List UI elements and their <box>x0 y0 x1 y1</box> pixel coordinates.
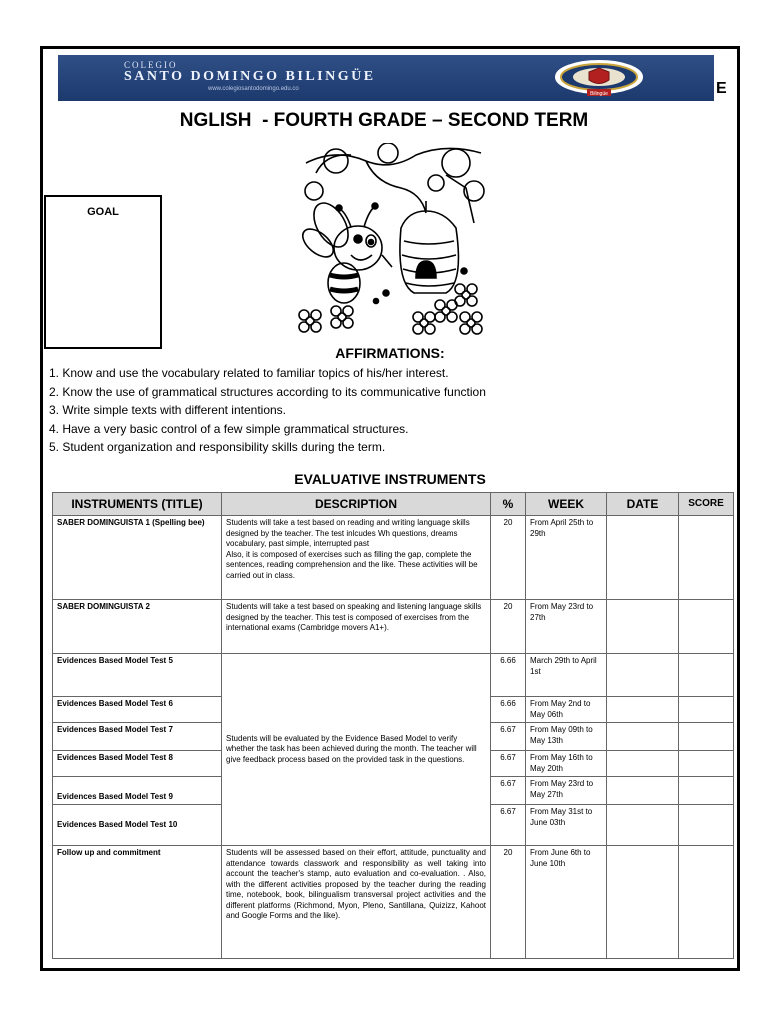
school-crest-icon <box>549 60 649 98</box>
table-row <box>53 654 734 697</box>
bee-beehive-illustration <box>296 143 492 339</box>
stray-letter: E <box>716 80 727 97</box>
instrument-date <box>607 846 679 959</box>
instrument-date <box>607 805 679 846</box>
instrument-percent: 6.67 <box>491 751 526 777</box>
col-header-score: SCORE <box>679 493 734 516</box>
instrument-date <box>607 751 679 777</box>
instrument-percent: 6.67 <box>491 723 526 751</box>
instrument-name: Evidences Based Model Test 5 <box>53 654 222 697</box>
instrument-date <box>607 723 679 751</box>
affirmation-item: 4. Have a very basic control of a few simple grammatical structures. <box>49 421 409 436</box>
table-row <box>53 516 734 600</box>
instrument-percent: 6.66 <box>491 654 526 697</box>
instrument-score <box>679 600 734 654</box>
instrument-date <box>607 777 679 805</box>
instrument-week: From May 23rd to May 27th <box>526 777 607 805</box>
instrument-date <box>607 654 679 697</box>
instrument-percent: 6.67 <box>491 777 526 805</box>
instrument-percent: 20 <box>491 846 526 959</box>
instrument-date <box>607 600 679 654</box>
instrument-name: Evidences Based Model Test 7 <box>53 723 222 751</box>
instrument-name: Evidences Based Model Test 10 <box>53 805 222 846</box>
shared-description: Students will be evaluated by the Evidence Based Model to verify whether the task has been achieved during the month. The teacher will give feedback process based on the provided task in the questions. <box>222 654 491 846</box>
instrument-score <box>679 723 734 751</box>
affirmations-title: AFFIRMATIONS: <box>335 345 445 361</box>
col-header-week: WEEK <box>526 493 607 516</box>
instrument-percent: 20 <box>491 516 526 600</box>
instrument-week: March 29th to April 1st <box>526 654 607 697</box>
affirmation-item: 2. Know the use of grammatical structures according to its communicative function <box>49 384 486 399</box>
instrument-week: From May 31st to June 03th <box>526 805 607 846</box>
page-title: NGLISH - FOURTH GRADE – SECOND TERM <box>179 110 589 131</box>
instrument-score <box>679 777 734 805</box>
instrument-score <box>679 654 734 697</box>
instrument-date <box>607 516 679 600</box>
col-header-date: DATE <box>607 493 679 516</box>
table-row <box>53 600 734 654</box>
instrument-name: Follow up and commitment <box>53 846 222 959</box>
school-line1: COLEGIO <box>124 60 178 70</box>
col-header-description: DESCRIPTION <box>222 493 491 516</box>
table-header-row <box>53 493 734 516</box>
instrument-name: SABER DOMINGUISTA 1 (Spelling bee) <box>53 516 222 600</box>
instrument-score <box>679 751 734 777</box>
crest-label: Bilingüe <box>590 91 608 97</box>
affirmation-item: 5. Student organization and responsibility skills during the term. <box>49 440 386 454</box>
instrument-score <box>679 697 734 723</box>
affirmation-item: 3. Write simple texts with different intentions. <box>49 403 286 417</box>
instrument-week: From May 16th to May 20th <box>526 751 607 777</box>
instrument-name: Evidences Based Model Test 9 <box>53 777 222 805</box>
instrument-name: Evidences Based Model Test 6 <box>53 697 222 723</box>
instrument-week: From June 6th to June 10th <box>526 846 607 959</box>
instrument-description: Students will take a test based on reading and writing language skills designed by the teacher. The test inlcudes Wh questions, dreams vocabulary, past simple, interrupted past Also, it is composed of exercises such as filling the gap, complete the sentences, reading comprehension and the like. These activities will be carried out in class. <box>222 516 491 600</box>
affirmations-list <box>49 364 486 457</box>
instruments-table <box>52 492 734 959</box>
instrument-score <box>679 805 734 846</box>
evaluative-title: EVALUATIVE INSTRUMENTS <box>294 471 486 487</box>
instrument-score <box>679 846 734 959</box>
col-header-instruments: INSTRUMENTS (TITLE) <box>53 493 222 516</box>
col-header-percent: % <box>491 493 526 516</box>
instrument-score <box>679 516 734 600</box>
instrument-percent: 6.67 <box>491 805 526 846</box>
instrument-description: Students will take a test based on speaking and listening language skills designed by the teacher. This test is composed of exercises from the international exams (Cambridge movers A1+). <box>222 600 491 654</box>
instrument-week: From May 23rd to 27th <box>526 600 607 654</box>
school-website: www.colegiosantodomingo.edu.co <box>208 86 299 92</box>
instrument-description: Students will be assessed based on their effort, attitude, punctuality and attendance towards classwork and responsibility as well taking into account the teacher's stamp, auto evaluation and co-evaluation. . Also, with the different activities proposed by the teacher during the reading time, notebook, book, bilingualism transversal project activities and the different platforms (Richmond, Myon, Pleno, Santillana, Quizizz, Kahoot and Google Forms and the like). <box>222 846 491 959</box>
instrument-percent: 6.66 <box>491 697 526 723</box>
affirmation-item: 1. Know and use the vocabulary related to familiar topics of his/her interest. <box>49 366 449 380</box>
instrument-week: From May 2nd to May 06th <box>526 697 607 723</box>
instrument-week: From April 25th to 29th <box>526 516 607 600</box>
instrument-percent: 20 <box>491 600 526 654</box>
goal-label: GOAL <box>87 206 119 218</box>
instrument-date <box>607 697 679 723</box>
goal-box <box>44 195 162 349</box>
instrument-name: SABER DOMINGUISTA 2 <box>53 600 222 654</box>
school-name: SANTO DOMINGO BILINGÜE <box>124 69 376 84</box>
instrument-week: From May 09th to May 13th <box>526 723 607 751</box>
table-row <box>53 846 734 959</box>
instrument-name: Evidences Based Model Test 8 <box>53 751 222 777</box>
